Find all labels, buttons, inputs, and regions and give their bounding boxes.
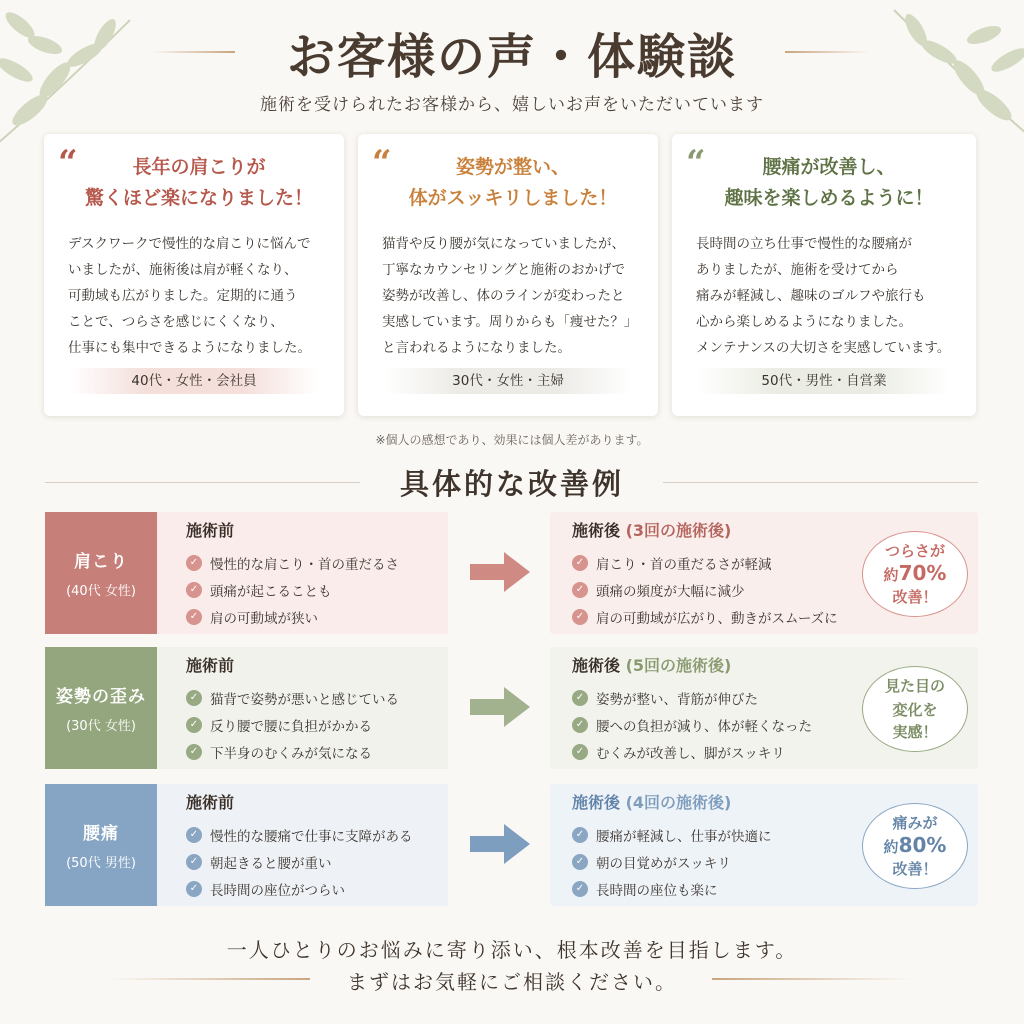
- improvement-row: [45, 647, 978, 769]
- example-customer: (50代 男性): [66, 856, 136, 871]
- badge-line: [884, 834, 947, 858]
- heading-line: 腰痛が改善し、: [762, 156, 896, 178]
- badge-line: 改善！: [892, 860, 938, 878]
- section-title: 具体的な改善例: [399, 467, 624, 501]
- after-title: [572, 653, 731, 676]
- example-customer: (30代 女性): [66, 719, 136, 734]
- check-icon: ✓: [572, 827, 588, 843]
- badge-line: [884, 562, 947, 586]
- before-item-text: 長時間の座位がつらい: [210, 882, 345, 899]
- after-item-text: 腰への負担が減り、体が軽くなった: [596, 718, 812, 735]
- after-panel: [550, 647, 978, 769]
- before-item: [186, 711, 399, 738]
- example-label: [45, 512, 157, 634]
- page-title: お客様の声・体験談: [286, 29, 737, 85]
- testimonial-heading: [378, 152, 648, 214]
- heading-line: 驚くほど楽になりました！: [84, 187, 313, 209]
- before-item: [186, 603, 399, 630]
- after-item: [572, 848, 772, 875]
- check-icon: ✓: [572, 854, 588, 870]
- before-item: [186, 848, 413, 875]
- heading-line: 姿勢が整い、: [455, 156, 570, 178]
- testimonial-body: 長時間の立ち仕事で慢性的な腰痛が ありましたが、施術を受けてから 痛みが軽減し、趣味のゴルフや旅行も 心から楽しめるようになりました。 メンテナンスの大切さを実感しています。: [696, 236, 951, 356]
- testimonial-card: [44, 134, 344, 416]
- after-item-text: 長時間の座位も楽に: [596, 882, 718, 899]
- page-subtitle: 施術を受けられたお客様から、嬉しいお声をいただいています: [260, 95, 764, 115]
- badge-line: つらさが: [884, 542, 945, 560]
- after-item: [572, 549, 838, 576]
- arrow-right-icon: [470, 824, 530, 864]
- before-panel: [157, 784, 448, 906]
- badge-line: 改善！: [892, 588, 938, 606]
- before-list: [186, 684, 399, 765]
- example-name: 肩こり: [74, 552, 128, 572]
- example-name: 腰痛: [83, 824, 119, 844]
- customer-tag: 50代・男性・自営業: [698, 368, 950, 394]
- before-title: 施術前: [186, 656, 235, 675]
- before-item: [186, 576, 399, 603]
- before-item: [186, 549, 399, 576]
- testimonial-card: [672, 134, 976, 416]
- result-badge: [862, 531, 968, 617]
- after-title-label: 施術後: [572, 793, 621, 812]
- badge-line: 見た目の: [884, 677, 945, 695]
- after-panel: [550, 512, 978, 634]
- check-icon: ✓: [572, 881, 588, 897]
- before-title: 施術前: [186, 793, 235, 812]
- after-session-note: (3回の施術後): [625, 521, 732, 540]
- after-list: [572, 549, 838, 630]
- after-item-text: むくみが改善し、脚がスッキリ: [596, 745, 785, 762]
- customer-tag: 40代・女性・会社員: [70, 368, 318, 394]
- after-item: [572, 684, 812, 711]
- check-icon: ✓: [186, 854, 202, 870]
- before-panel: [157, 512, 448, 634]
- result-badge: [862, 666, 968, 752]
- after-session-note: (4回の施術後): [625, 793, 732, 812]
- badge-line: 痛みが: [892, 814, 938, 832]
- check-icon: ✓: [572, 582, 588, 598]
- before-item-text: 頭痛が起こることも: [210, 583, 332, 600]
- badge-percent: 80%: [898, 833, 947, 857]
- check-icon: ✓: [572, 609, 588, 625]
- quote-icon: “: [372, 143, 392, 183]
- before-item: [186, 875, 413, 902]
- before-item-text: 肩の可動域が狭い: [210, 610, 318, 627]
- disclaimer-note: ※個人の感想であり、効果には個人差があります。: [375, 433, 649, 447]
- after-item: [572, 738, 812, 765]
- after-title: [572, 790, 731, 813]
- after-item: [572, 875, 772, 902]
- customer-tag: 30代・女性・主婦: [384, 368, 632, 394]
- quote-icon: “: [58, 143, 78, 183]
- testimonial-heading: [64, 152, 334, 214]
- check-icon: ✓: [186, 717, 202, 733]
- before-list: [186, 821, 413, 902]
- check-icon: ✓: [572, 690, 588, 706]
- before-item-text: 下半身のむくみが気になる: [210, 745, 372, 762]
- before-title: 施術前: [186, 521, 235, 540]
- after-item-text: 肩こり・首の重だるさが軽減: [596, 556, 772, 573]
- arrow-right-icon: [470, 552, 530, 592]
- check-icon: ✓: [186, 582, 202, 598]
- example-name: 姿勢の歪み: [56, 687, 146, 707]
- closing-line-2: まずはお気軽にご相談ください。: [347, 970, 677, 994]
- check-icon: ✓: [572, 555, 588, 571]
- after-item: [572, 603, 838, 630]
- badge-text: 変化を: [892, 701, 938, 719]
- quote-icon: “: [686, 143, 706, 183]
- before-item-text: 慢性的な腰痛で仕事に支障がある: [210, 828, 413, 845]
- check-icon: ✓: [186, 690, 202, 706]
- after-item-text: 頭痛の頻度が大幅に減少: [596, 583, 745, 600]
- badge-text: 約: [883, 566, 899, 584]
- heading-line: 長年の肩こりが: [132, 156, 266, 178]
- after-item: [572, 821, 772, 848]
- improvement-row: [45, 512, 978, 634]
- after-title-label: 施術後: [572, 521, 621, 540]
- after-item: [572, 711, 812, 738]
- check-icon: ✓: [186, 609, 202, 625]
- after-item-text: 腰痛が軽減し、仕事が快適に: [596, 828, 772, 845]
- before-item: [186, 821, 413, 848]
- check-icon: ✓: [186, 744, 202, 760]
- check-icon: ✓: [572, 717, 588, 733]
- after-list: [572, 684, 812, 765]
- check-icon: ✓: [186, 555, 202, 571]
- after-list: [572, 821, 772, 902]
- before-item: [186, 684, 399, 711]
- after-item-text: 肩の可動域が広がり、動きがスムーズに: [596, 610, 838, 627]
- testimonial-body: 猫背や反り腰が気になっていましたが、 丁寧なカウンセリングと施術のおかげで 姿勢が改善し、体のラインが変わったと 実感しています。周りからも「痩せた？」 と言われるようになりました。: [382, 236, 638, 356]
- example-label: [45, 784, 157, 906]
- before-item-text: 慢性的な肩こり・首の重だるさ: [210, 556, 399, 573]
- check-icon: ✓: [186, 827, 202, 843]
- closing-line-1: 一人ひとりのお悩みに寄り添い、根本改善を目指します。: [226, 938, 798, 962]
- before-panel: [157, 647, 448, 769]
- before-list: [186, 549, 399, 630]
- heading-line: 趣味を楽しめるように！: [724, 187, 934, 209]
- before-item: [186, 738, 399, 765]
- check-icon: ✓: [572, 744, 588, 760]
- after-item-text: 朝の目覚めがスッキリ: [596, 855, 731, 872]
- badge-percent: 70%: [898, 561, 947, 585]
- arrow-right-icon: [470, 687, 530, 727]
- improvement-row: [45, 784, 978, 906]
- badge-text: 約: [883, 838, 899, 856]
- testimonial-heading: [692, 152, 966, 214]
- badge-line: 実感！: [892, 723, 938, 741]
- example-customer: (40代 女性): [66, 584, 136, 599]
- example-label: [45, 647, 157, 769]
- result-badge: [862, 803, 968, 889]
- badge-line: [892, 697, 937, 721]
- before-item-text: 猫背で姿勢が悪いと感じている: [210, 691, 399, 708]
- testimonial-body: デスクワークで慢性的な肩こりに悩んで いましたが、施術後は肩が軽くなり、 可動域も広がりました。定期的に通う ことで、つらさを感じにくくなり、 仕事にも集中できるようになりました。: [68, 236, 311, 356]
- before-item-text: 朝起きると腰が重い: [210, 855, 332, 872]
- heading-line: 体がスッキリしました！: [408, 187, 618, 209]
- before-item-text: 反り腰で腰に負担がかかる: [210, 718, 372, 735]
- after-item-text: 姿勢が整い、背筋が伸びた: [596, 691, 758, 708]
- after-item: [572, 576, 838, 603]
- after-title: [572, 518, 731, 541]
- after-session-note: (5回の施術後): [625, 656, 732, 675]
- after-panel: [550, 784, 978, 906]
- testimonial-card: [358, 134, 658, 416]
- after-title-label: 施術後: [572, 656, 621, 675]
- check-icon: ✓: [186, 881, 202, 897]
